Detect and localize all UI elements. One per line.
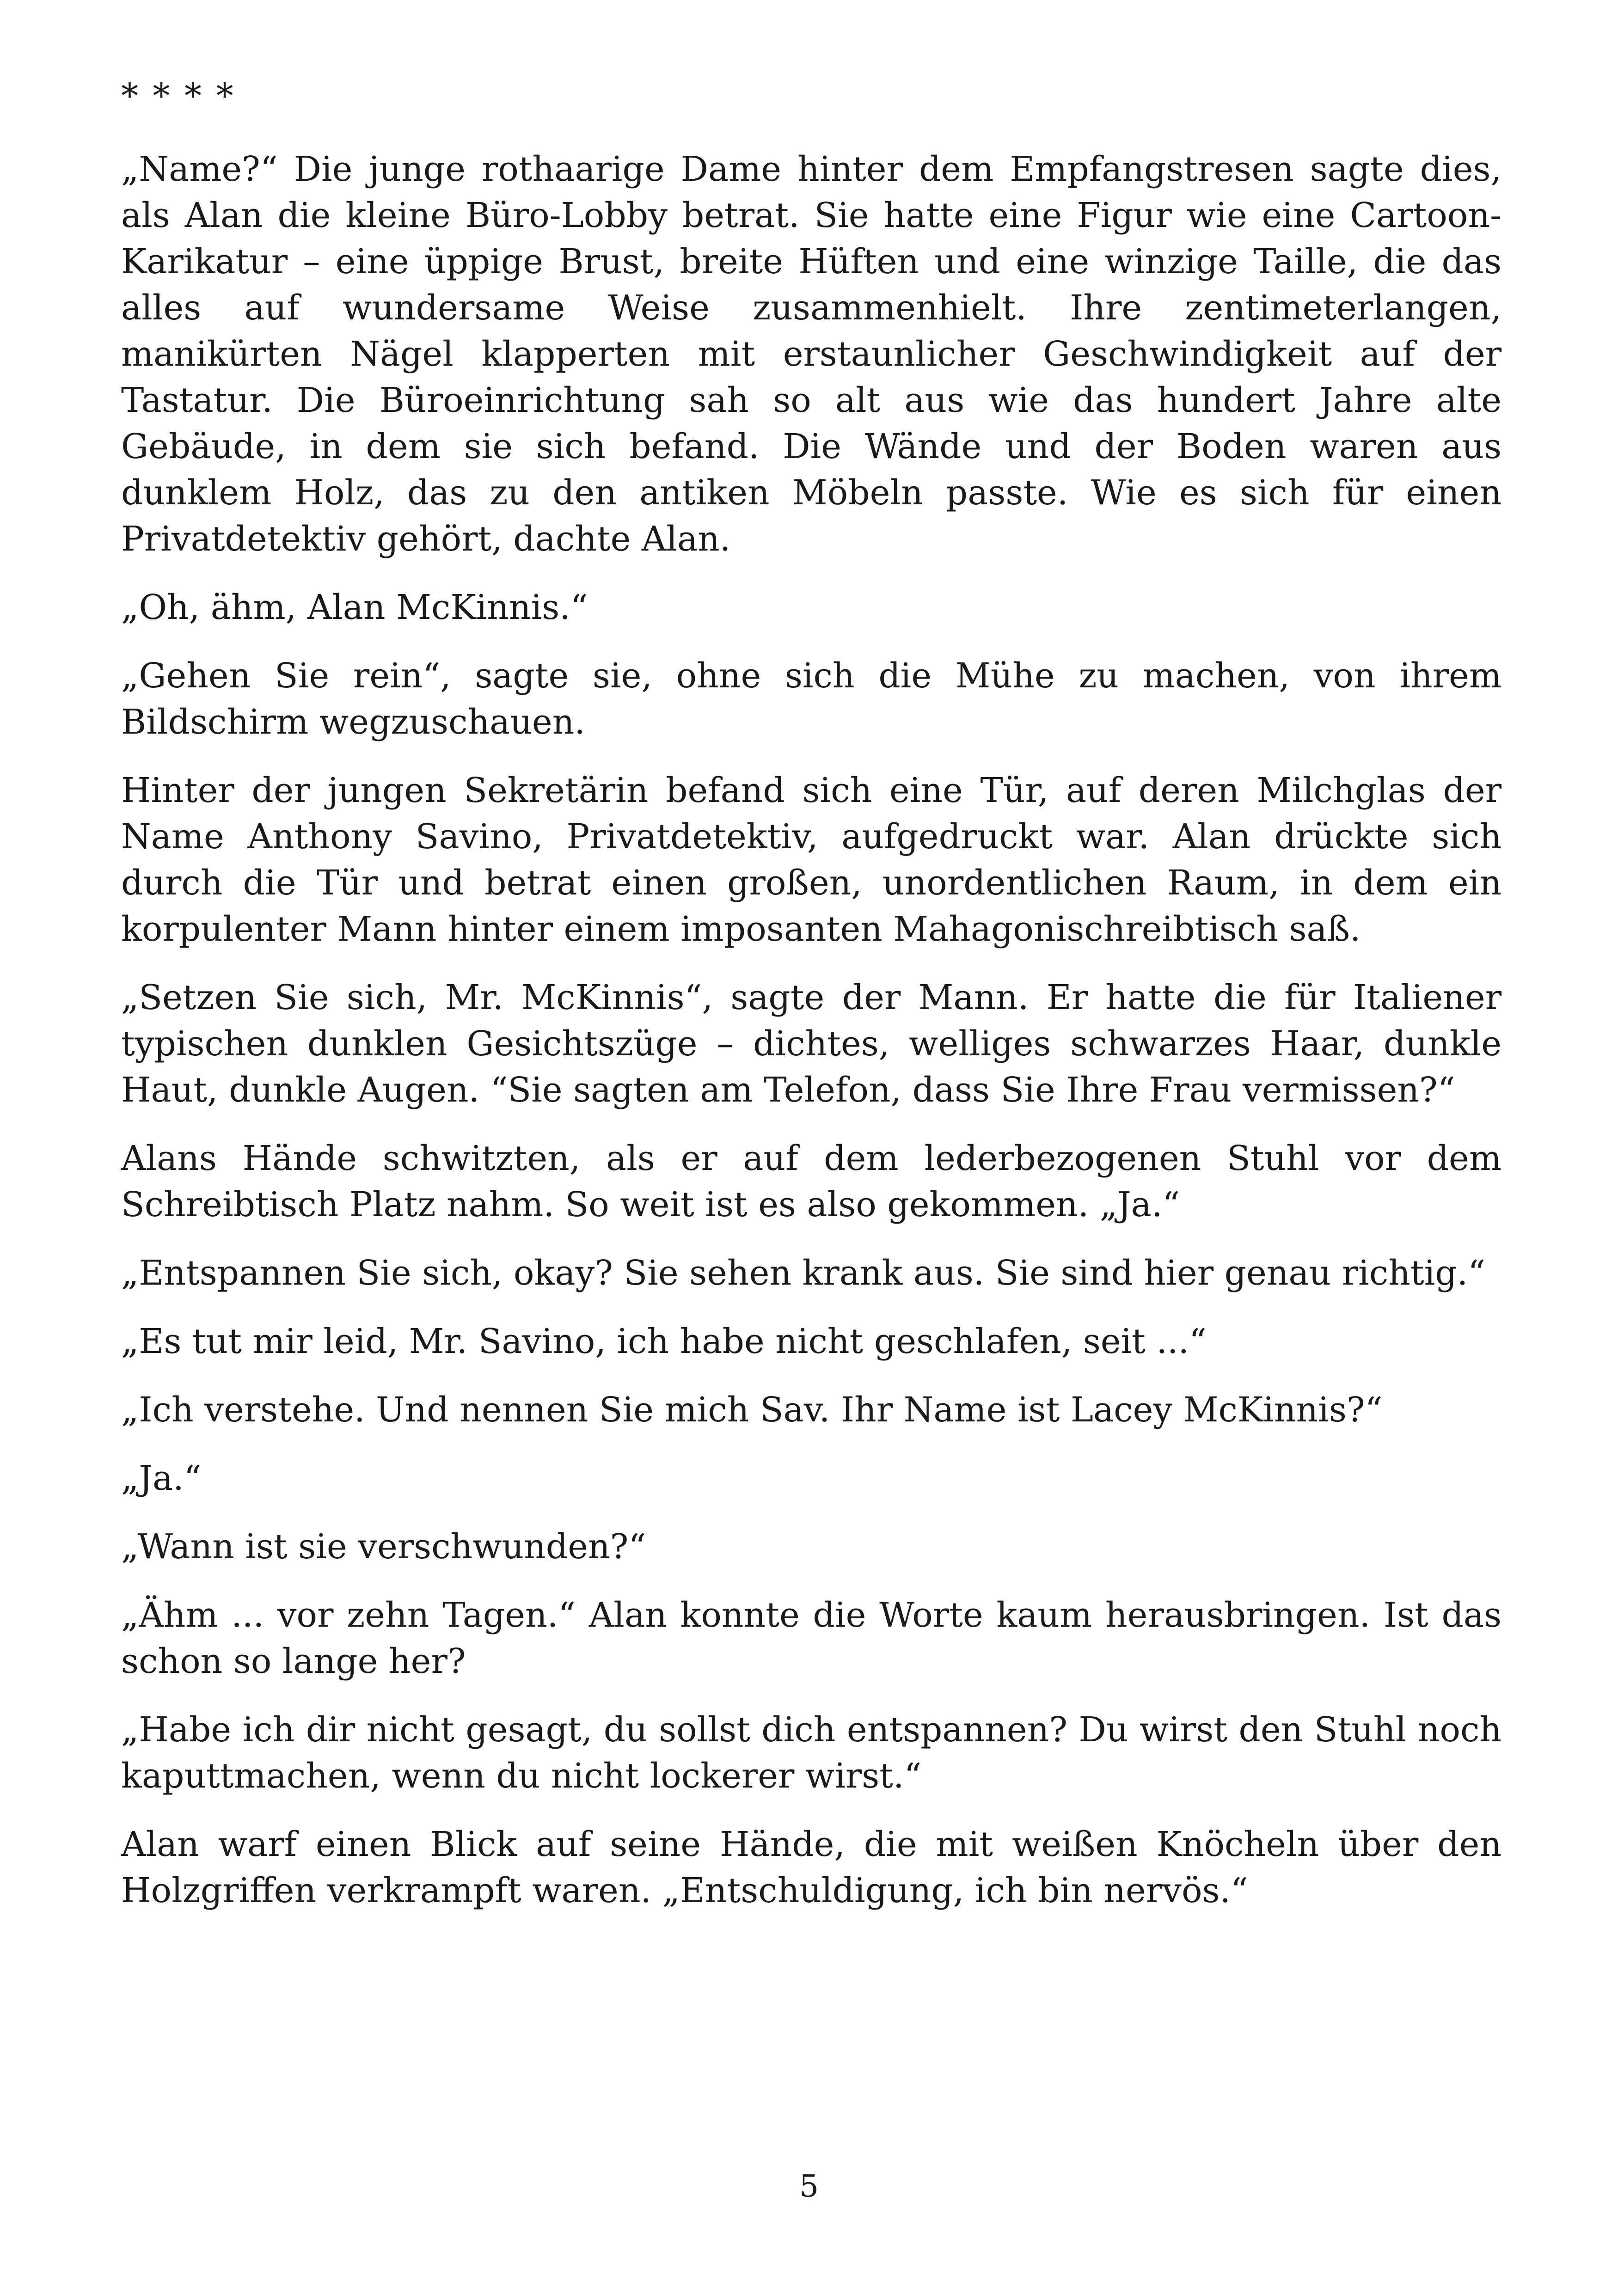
page-body — [121, 74, 1502, 1936]
paragraph: „Es tut mir leid, Mr. Savino, ich habe nicht geschlafen, seit ...“ — [121, 1322, 1207, 1361]
paragraph: „Name?“ Die junge rothaarige Dame hinter dem Empfangstresen sagte dies, als Alan die kleine Büro-Lobby betrat. Sie hatte eine Figur wie eine Cartoon-Karikatur – eine üppige Brust, breite Hüften und eine winzige Taille, die das alles auf wundersame Weise zusammenhielt. Ihre zentimeterlangen, manikürten Nägel klapperten mit erstaunlicher Geschwindigkeit auf der Tastatur. Die Büroeinrichtung sah so alt aus wie das hundert Jahre alte Gebäude, in dem sie sich befand. Die Wände und der Boden waren aus dunklem Holz, das zu den antiken Möbeln passte. Wie es sich für einen Privatdetektiv gehört, dachte Alan. — [121, 149, 1502, 559]
paragraph: Alans Hände schwitzten, als er auf dem lederbezogenen Stuhl vor dem Schreibtisch Platz nahm. So weit ist es also gekommen. „Ja.“ — [121, 1139, 1502, 1225]
paragraph: „Entspannen Sie sich, okay? Sie sehen krank aus. Sie sind hier genau richtig.“ — [121, 1253, 1486, 1293]
paragraph: „Oh, ähm, Alan McKinnis.“ — [121, 588, 588, 627]
paragraph: „Gehen Sie rein“, sagte sie, ohne sich die Mühe zu machen, von ihrem Bildschirm wegzuschauen. — [121, 656, 1502, 742]
page-number: 5 — [799, 2168, 819, 2204]
paragraph: „Setzen Sie sich, Mr. McKinnis“, sagte der Mann. Er hatte die für Italiener typischen dunklen Gesichtszüge – dichtes, welliges schwarzes Haar, dunkle Haut, dunkle Augen. “Sie sagten am Telefon, dass Sie Ihre Frau vermissen?“ — [121, 978, 1502, 1110]
paragraph: „Wann ist sie verschwunden?“ — [121, 1527, 646, 1567]
paragraph: Hinter der jungen Sekretärin befand sich eine Tür, auf deren Milchglas der Name Anthony Savino, Privatdetektiv, aufgedruckt war. Alan drückte sich durch die Tür und betrat einen großen, unordentlichen Raum, in dem ein korpulenter Mann hinter einem imposanten Mahagonischreibtisch saß. — [121, 771, 1502, 949]
paragraph: „Ja.“ — [121, 1458, 202, 1498]
paragraph: „Habe ich dir nicht gesagt, du sollst dich entspannen? Du wirst den Stuhl noch kaputtmachen, wenn du nicht lockerer wirst.“ — [121, 1710, 1502, 1796]
paragraph: Alan warf einen Blick auf seine Hände, die mit weißen Knöcheln über den Holzgriffen verkrampft waren. „Entschuldigung, ich bin nervös.“ — [121, 1825, 1502, 1910]
paragraph: „Ich verstehe. Und nennen Sie mich Sav. Ihr Name ist Lacey McKinnis?“ — [121, 1390, 1383, 1430]
scene-separator: * * * * — [121, 76, 235, 116]
paragraph: „Ähm ... vor zehn Tagen.“ Alan konnte die Worte kaum herausbringen. Ist das schon so lange her? — [121, 1595, 1502, 1681]
